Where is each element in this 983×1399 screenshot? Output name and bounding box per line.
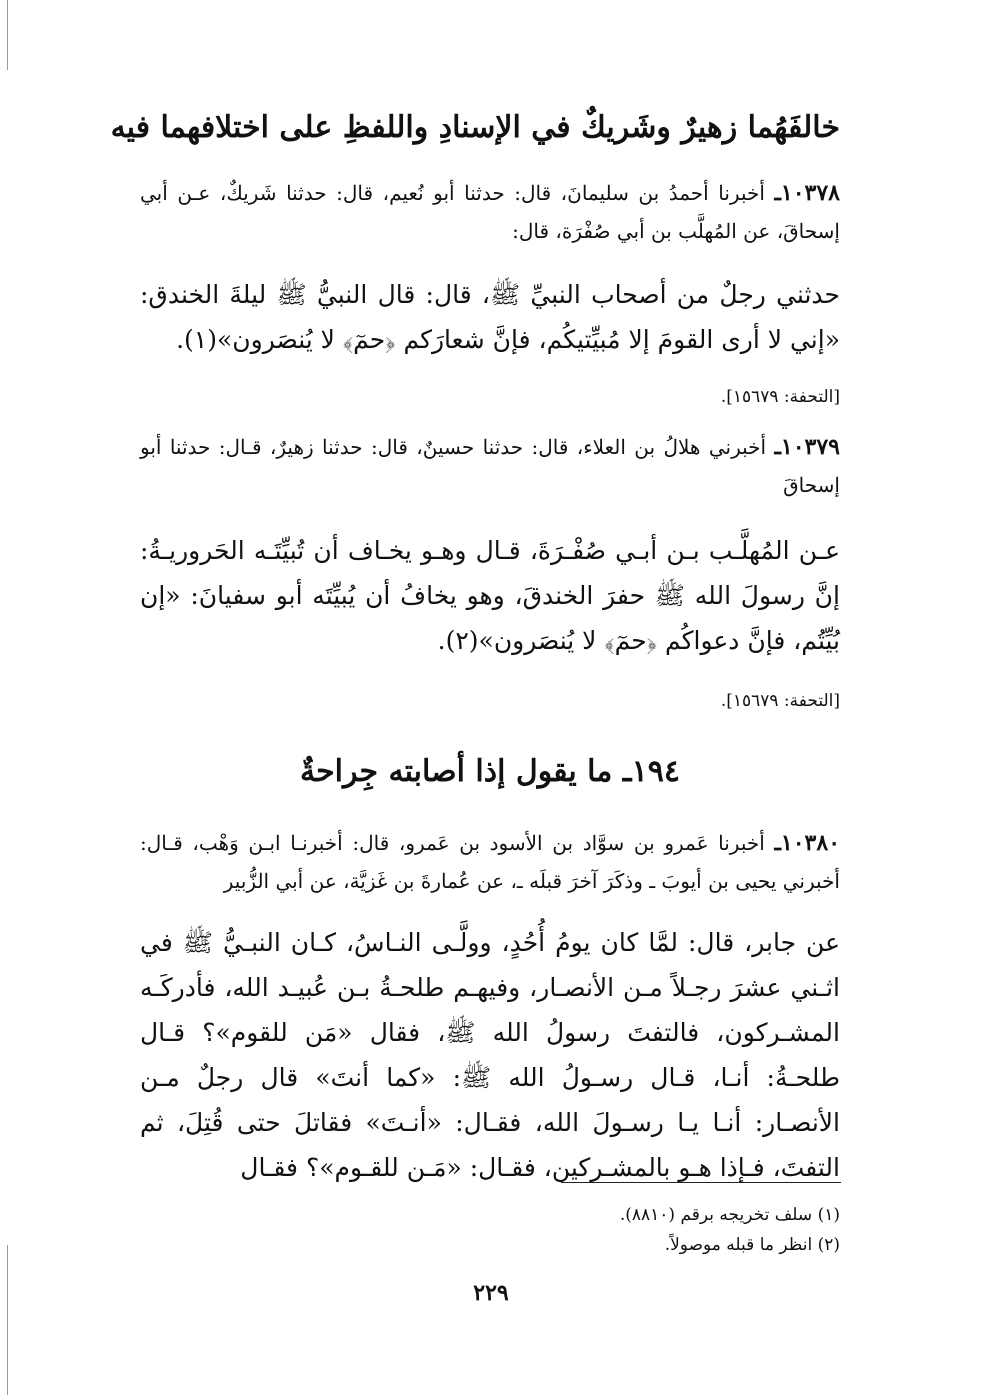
footnotes: [440, 1200, 840, 1260]
isnad-text: أخبرني هلالُ بن العلاء، قال: حدثنا حسينٌ، قال: حدثنا زهيرٌ، قـال: حدثنا أبو إسحاقَ: [140, 435, 840, 497]
hadith-number: ١٠٣٧٨ـ: [774, 180, 840, 206]
hadith-1378-tuhfa: [التحفة: ١٥٦٧٩].: [720, 387, 840, 407]
isnad-text: أخبرنا أحمدُ بن سليمانَ، قال: حدثنا أبو نُعيم، قال: حدثنا شَريكٌ، عـن أبي إسحاقَ، عن المُهلَّب بن أبي صُفْرَة، قال:: [140, 181, 840, 243]
hadith-1379-tuhfa: [التحفة: ١٥٦٧٩].: [720, 691, 840, 711]
hadith-1378-isnad: [140, 174, 840, 250]
chapter-heading: خالفَهُما زهيرٌ وشَريكٌ في الإسنادِ واللفظِ على اختلافهما فيه: [110, 110, 840, 145]
scan-margin-line: [7, 1245, 8, 1395]
hadith-1380-isnad: [140, 824, 840, 900]
footnote-separator: [561, 1182, 841, 1183]
isnad-text: أخبرنا عَمرو بن سوَّاد بن الأسود بن عَمرو، قال: أخبرنـا ابـن وَهْب، قـال: أخبرني يحيى بن أيوبَ ـ وذكَرَ آخرَ قبلَه ـ، عن عُمارةَ بن غَزيَّة، عن أبي الزُّبير: [140, 831, 840, 893]
hadith-number: ١٠٣٧٩ـ: [774, 434, 840, 460]
footnote-2: (٢) انظر ما قبله موصولاً.: [664, 1235, 840, 1255]
page-number: ٢٢٩: [473, 1280, 509, 1306]
scan-margin-line: [7, 0, 8, 70]
hadith-1380-matn: عن جابر، قال: لمَّا كان يومُ أُحُدٍ، وولَّـى النـاسُ، كـان النبـيُّ ﷺ في اثـني عشرَ رجـلاً مـن الأنصـار، وفيهـم طلحـةُ بـن عُبيـد الله، فأدركَـه المشـركون، فالتفتَ رسولُ الله ﷺ، فقال «مَن للقوم»؟ قـال طلحـةُ: أنـا، قـال رسـولُ الله ﷺ: «كما أنتَ» قال رجلٌ مـن الأنصـار: أنـا يـا رسـولَ الله، فقـال: «أنـتَ» فقاتلَ حتى قُتِلَ، ثم التفتَ، فـإذا هـو بالمشـركين، فقـال: «مَـن للقـوم»؟ فقـال: [140, 928, 840, 1182]
hadith-1379-isnad: [140, 428, 840, 504]
hadith-1378-matn: حدثني رجلٌ من أصحاب النبيِّ ﷺ، قال: قال النبيُّ ﷺ ليلةَ الخندق: «إني لا أرى القومَ إلا مُبيِّتيكُم، فإنَّ شعارَكم ﴿حمٓ﴾ لا يُنصَرون»(١).: [140, 280, 840, 354]
chapter-194-heading: ١٩٤ـ ما يقول إذا أصابته جِراحةٌ: [300, 754, 680, 789]
footnote-1: (١) سلف تخريجه برقم (٨٨١٠).: [619, 1205, 840, 1225]
hadith-1379-matn: عـن المُهلَّـب بـن أبـي صُفْـرَةَ، قـال وهـو يخـاف أن تُبيِّتَـه الحَروريـةُ: إنَّ رسولَ الله ﷺ حفرَ الخندقَ، وهو يخافُ أن يُبيِّتَه أبو سفيانَ: «إن بُيِّتُم، فإنَّ دعواكُم ﴿حمٓ﴾ لا يُنصَرون»(٢).: [140, 536, 840, 655]
hadith-number: ١٠٣٨٠ـ: [774, 830, 841, 856]
